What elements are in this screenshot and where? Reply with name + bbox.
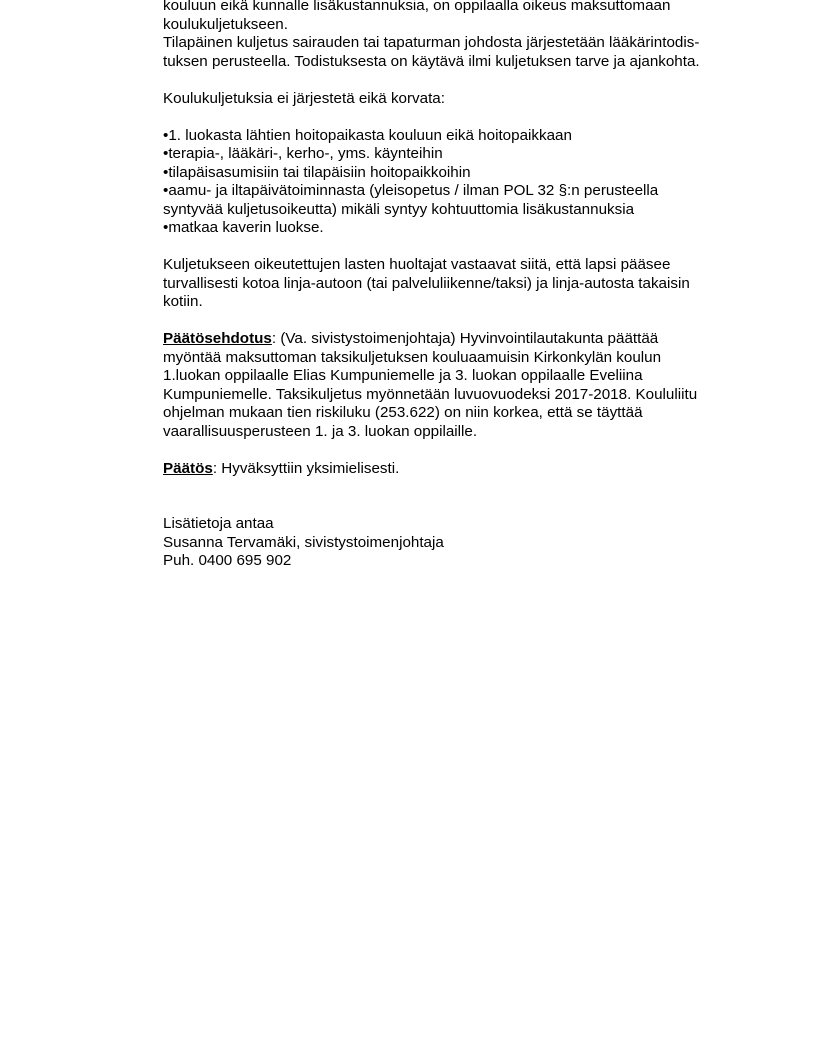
intro-paragraph	[163, 0, 743, 71]
text-line: kouluun eikä kunnalle lisäkustannuksia, on oppilaalla oikeus maksuttomaan	[163, 0, 671, 14]
text-line: myöntää maksuttoman taksikuljetuksen kouluaamuisin Kirkonkylän koulun	[163, 348, 662, 366]
exclusions-list	[163, 127, 743, 238]
paragraph-gap	[163, 238, 743, 257]
proposal-text: : (Va. sivistystoimenjohtaja) Hyvinvointilautakunta päättää	[271, 330, 659, 347]
text-line: Kumpuniemelle. Taksikuljetus myönnetään luvuovuodeksi 2017-2018. Koululiitu	[163, 385, 698, 403]
paragraph-gap	[163, 108, 743, 127]
list-item-continuation: syntyvää kuljetusoikeutta) mikäli syntyy kohtuuttomia lisäkustannuksia	[163, 200, 635, 218]
paragraph-gap	[163, 497, 743, 516]
list-item: •matkaa kaverin luokse.	[163, 219, 324, 236]
paragraph-gap	[163, 71, 743, 90]
contact-name: Susanna Tervamäki, sivistystoimenjohtaja	[163, 533, 444, 551]
paragraph-gap	[163, 312, 743, 331]
decision-line	[163, 460, 743, 479]
decision-text: : Hyväksyttiin yksimielisesti.	[212, 459, 400, 477]
document-page	[163, 0, 743, 571]
guardians-paragraph	[163, 256, 743, 312]
text-line: tuksen perusteella. Todistuksesta on käytävä ilmi kuljetuksen tarve ja ajankohta.	[163, 52, 700, 70]
text-line: kotiin.	[163, 293, 203, 310]
paragraph-gap	[163, 478, 743, 497]
text-line: turvallisesti kotoa linja-autoon (tai palveluliikenne/taksi) ja linja-autosta takaisin	[163, 274, 690, 292]
text-line: koulukuljetukseen.	[163, 15, 288, 33]
text-line: ohjelman mukaan tien riskiluku (253.622) on niin korkea, että se täyttää	[163, 404, 643, 421]
list-item: •1. luokasta lähtien hoitopaikasta kouluun eikä hoitopaikkaan	[163, 126, 572, 144]
text-line: Kuljetukseen oikeutettujen lasten huoltajat vastaavat siitä, että lapsi pääsee	[163, 256, 671, 273]
list-item: •tilapäisasumisiin tai tilapäisiin hoitopaikkoihin	[163, 163, 471, 181]
list-item: •aamu- ja iltapäivätoiminnasta (yleisopetus / ilman POL 32 §:n perusteella	[163, 182, 659, 199]
contact-block	[163, 515, 743, 571]
contact-heading: Lisätietoja antaa	[163, 515, 274, 532]
contact-phone: Puh. 0400 695 902	[163, 552, 292, 569]
text-line: Tilapäinen kuljetus sairauden tai tapaturman johdosta järjestetään lääkärintodis-	[163, 34, 700, 51]
proposal-paragraph	[163, 330, 743, 441]
list-item: •terapia-, lääkäri-, kerho-, yms. käynteihin	[163, 145, 443, 162]
proposal-first-line	[163, 330, 743, 349]
exclusions-heading: Koulukuljetuksia ei järjestetä eikä korvata:	[163, 89, 445, 107]
decision-label: Päätös	[163, 459, 213, 477]
text-line: 1.luokan oppilaalle Elias Kumpuniemelle ja 3. luokan oppilaalle Eveliina	[163, 367, 643, 384]
text-line: vaarallisuusperusteen 1. ja 3. luokan oppilaille.	[163, 422, 478, 440]
proposal-label: Päätösehdotus	[163, 330, 272, 347]
paragraph-gap	[163, 441, 743, 460]
